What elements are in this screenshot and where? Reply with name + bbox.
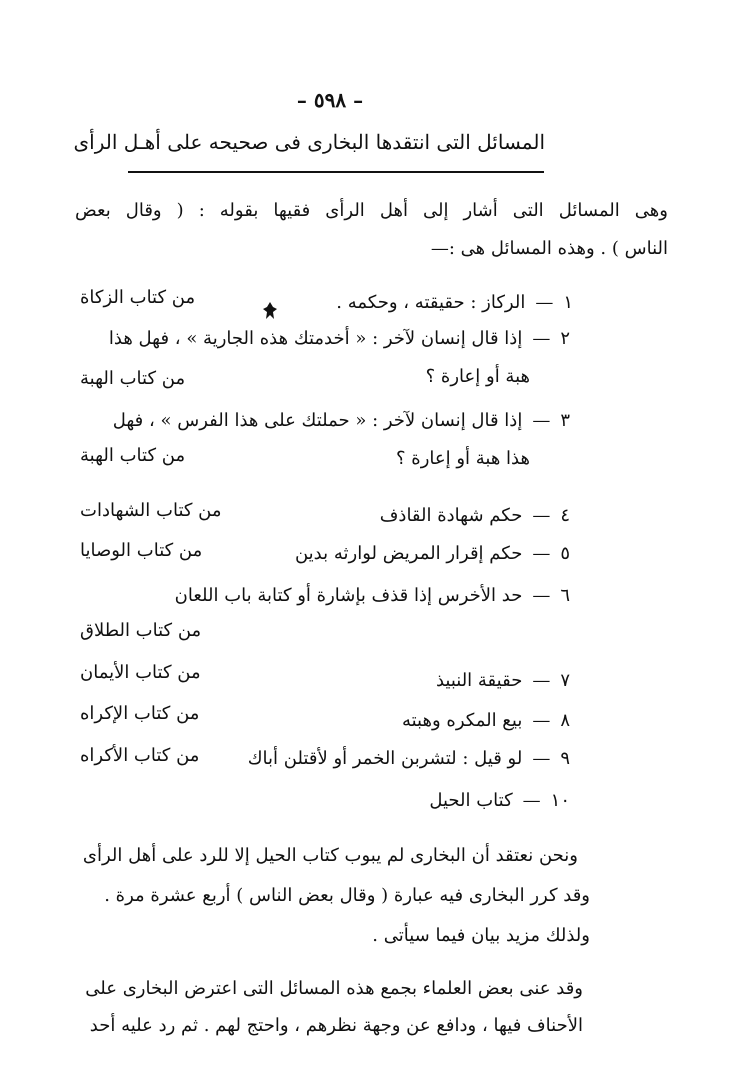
list-item: ٧—حقيقة النبيذ: [435, 670, 570, 691]
item-text: لو قيل : لتشربن الخمر أو لأقتلن أباك: [247, 748, 523, 769]
item-number: ١٠: [550, 790, 570, 811]
list-item: ١٠—كتاب الحيل: [429, 790, 570, 811]
item-text: حقيقة النبيذ: [435, 670, 523, 691]
item-source: من كتاب الأكراه: [80, 745, 200, 766]
item-source: من كتاب الطلاق: [80, 620, 202, 641]
item-number: ٦: [560, 585, 570, 606]
item-number: ٥: [560, 543, 570, 564]
paragraph-line: وقد عنى بعض العلماء بجمع هذه المسائل التى اعترض البخارى على: [85, 978, 583, 999]
page-number: – ٥٩٨ –: [296, 88, 364, 112]
item-number: ٧: [560, 670, 570, 691]
item-number: ٢: [560, 328, 570, 349]
paragraph-line: ونحن نعتقد أن البخارى لم يبوب كتاب الحيل إلا للرد على أهل الرأى: [82, 845, 578, 866]
item-text: حكم شهادة القاذف: [379, 505, 523, 526]
item-text: كتاب الحيل: [429, 790, 513, 811]
item-source: من كتاب الوصايا: [80, 540, 203, 561]
item-text: الركاز : حقيقته ، وحكمه .: [336, 292, 526, 313]
item-number: ٨: [560, 710, 570, 731]
list-item: ٨—بيع المكره وهبته: [401, 710, 570, 731]
item-source: من كتاب الأيمان: [80, 662, 201, 683]
item-text: إذا قال إنسان لآخر : « أخدمتك هذه الجارية » ، فهل هذا: [108, 328, 523, 349]
item-source: من كتاب الشهادات: [80, 500, 222, 521]
ink-blot-icon: [262, 301, 278, 321]
intro-line: الناس ) . وهذه المسائل هى :—: [430, 238, 668, 259]
paragraph-line: وقد كرر البخارى فيه عبارة ( وقال بعض الناس ) أربع عشرة مرة .: [104, 885, 590, 906]
page-title: المسائل التى انتقدها البخارى فى صحيحه على أهـل الرأى: [73, 130, 545, 154]
item-text-continued: هذا هبة أو إعارة ؟: [396, 448, 530, 469]
item-text-continued: هبة أو إعارة ؟: [425, 366, 530, 387]
item-source: من كتاب الهبة: [80, 368, 186, 389]
list-item: ٣—إذا قال إنسان لآخر : « حملتك على هذا الفرس » ، فهل: [112, 410, 570, 431]
list-item: ١—الركاز : حقيقته ، وحكمه .: [336, 292, 573, 313]
item-source: من كتاب الزكاة: [80, 287, 196, 308]
item-number: ٩: [560, 748, 570, 769]
item-text: حد الأخرس إذا قذف بإشارة أو كتابة باب اللعان: [174, 585, 523, 606]
item-text: إذا قال إنسان لآخر : « حملتك على هذا الفرس » ، فهل: [112, 410, 523, 431]
list-item: ٩—لو قيل : لتشربن الخمر أو لأقتلن أباك: [247, 748, 570, 769]
paragraph-line: ولذلك مزيد بيان فيما سيأتى .: [372, 925, 590, 946]
title-underline: [128, 171, 544, 173]
item-text: حكم إقرار المريض لوارثه بدين: [294, 543, 523, 564]
item-source: من كتاب الإكراه: [80, 703, 200, 724]
item-source: من كتاب الهبة: [80, 445, 186, 466]
item-number: ٣: [560, 410, 570, 431]
list-item: ٢—إذا قال إنسان لآخر : « أخدمتك هذه الجارية » ، فهل هذا: [108, 328, 570, 349]
list-item: ٦—حد الأخرس إذا قذف بإشارة أو كتابة باب اللعان: [174, 585, 570, 606]
list-item: ٥—حكم إقرار المريض لوارثه بدين: [294, 543, 570, 564]
item-number: ١: [563, 292, 573, 313]
intro-line: وهى المسائل التى أشار إلى أهل الرأى فقيها بقوله : ( وقال بعض: [75, 200, 668, 221]
list-item: ٤—حكم شهادة القاذف: [379, 505, 570, 526]
item-number: ٤: [560, 505, 570, 526]
paragraph-line: الأحناف فيها ، ودافع عن وجهة نظرهم ، واحتج لهم . ثم رد عليه أحد: [89, 1015, 583, 1036]
item-text: بيع المكره وهبته: [401, 710, 523, 731]
